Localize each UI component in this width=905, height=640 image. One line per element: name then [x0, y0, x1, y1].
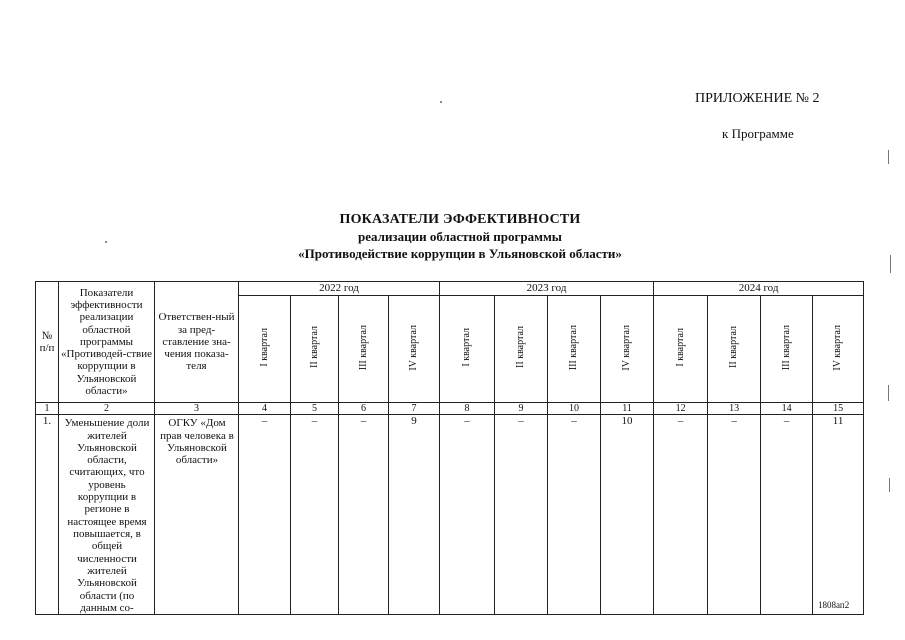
column-index: 6	[339, 403, 389, 415]
title-line-3: «Противодействие коррупции в Ульяновской области»	[298, 246, 622, 261]
value-cell: 10	[601, 415, 654, 615]
header-quarter: IV квартал	[389, 296, 440, 403]
scan-dot	[440, 101, 442, 103]
column-index: 2	[59, 403, 155, 415]
header-year-2023: 2023 год	[440, 282, 654, 296]
indicator-text: Уменьшение доли жителей Ульяновской области, считающих, что уровень коррупции в регионе в настоящее время повышается, в общей численности жителей Ульяновской области (по данным со-	[59, 415, 155, 615]
value-cell: –	[339, 415, 389, 615]
header-quarter: I квартал	[440, 296, 495, 403]
header-quarter: III квартал	[761, 296, 813, 403]
scan-dot	[105, 241, 107, 243]
column-index: 11	[601, 403, 654, 415]
header-quarter: I квартал	[239, 296, 291, 403]
column-index: 14	[761, 403, 813, 415]
scan-mark	[888, 150, 889, 164]
value-cell: –	[239, 415, 291, 615]
header-quarter: I квартал	[654, 296, 708, 403]
column-index: 9	[495, 403, 548, 415]
scan-mark	[888, 385, 889, 401]
header-year-2024: 2024 год	[654, 282, 864, 296]
header-quarter: III квартал	[339, 296, 389, 403]
value-cell: 11	[813, 415, 864, 615]
header-quarter: II квартал	[291, 296, 339, 403]
scan-mark	[889, 478, 890, 492]
value-cell: –	[708, 415, 761, 615]
scan-mark	[890, 255, 891, 273]
header-quarter: III квартал	[548, 296, 601, 403]
document-title	[195, 212, 725, 262]
row-number: 1.	[36, 415, 59, 615]
value-cell: –	[548, 415, 601, 615]
indicators-table	[35, 281, 864, 615]
table-row	[36, 415, 864, 615]
header-quarter: II квартал	[708, 296, 761, 403]
header-quarter: II квартал	[495, 296, 548, 403]
column-index: 5	[291, 403, 339, 415]
header-responsible: Ответствен-ный за пред-ставление зна-чения показа-теля	[155, 282, 239, 403]
value-cell: 9	[389, 415, 440, 615]
column-index: 12	[654, 403, 708, 415]
column-index: 10	[548, 403, 601, 415]
value-cell: –	[495, 415, 548, 615]
title-line-1: ПОКАЗАТЕЛИ ЭФФЕКТИВНОСТИ	[339, 212, 581, 227]
column-index: 13	[708, 403, 761, 415]
header-indicator: Показатели эффективности реализации областной программы «Противодей-ствие коррупции в Ульяновской области»	[59, 282, 155, 403]
column-index: 8	[440, 403, 495, 415]
column-index: 1	[36, 403, 59, 415]
title-line-2: реализации областной программы	[358, 229, 562, 244]
responsible-text: ОГКУ «Дом прав человека в Ульяновской области»	[155, 415, 239, 615]
value-cell: –	[291, 415, 339, 615]
document-stamp: 1808ап2	[818, 600, 850, 610]
value-cell: –	[761, 415, 813, 615]
column-index: 15	[813, 403, 864, 415]
annex-reference: к Программе	[722, 126, 794, 141]
annex-number: ПРИЛОЖЕНИЕ № 2	[695, 91, 820, 106]
value-cell: –	[654, 415, 708, 615]
header-quarter: IV квартал	[813, 296, 864, 403]
column-index: 7	[389, 403, 440, 415]
value-cell: –	[440, 415, 495, 615]
column-index: 4	[239, 403, 291, 415]
header-number: № п/п	[36, 282, 59, 403]
header-year-2022: 2022 год	[239, 282, 440, 296]
column-index: 3	[155, 403, 239, 415]
header-quarter: IV квартал	[601, 296, 654, 403]
